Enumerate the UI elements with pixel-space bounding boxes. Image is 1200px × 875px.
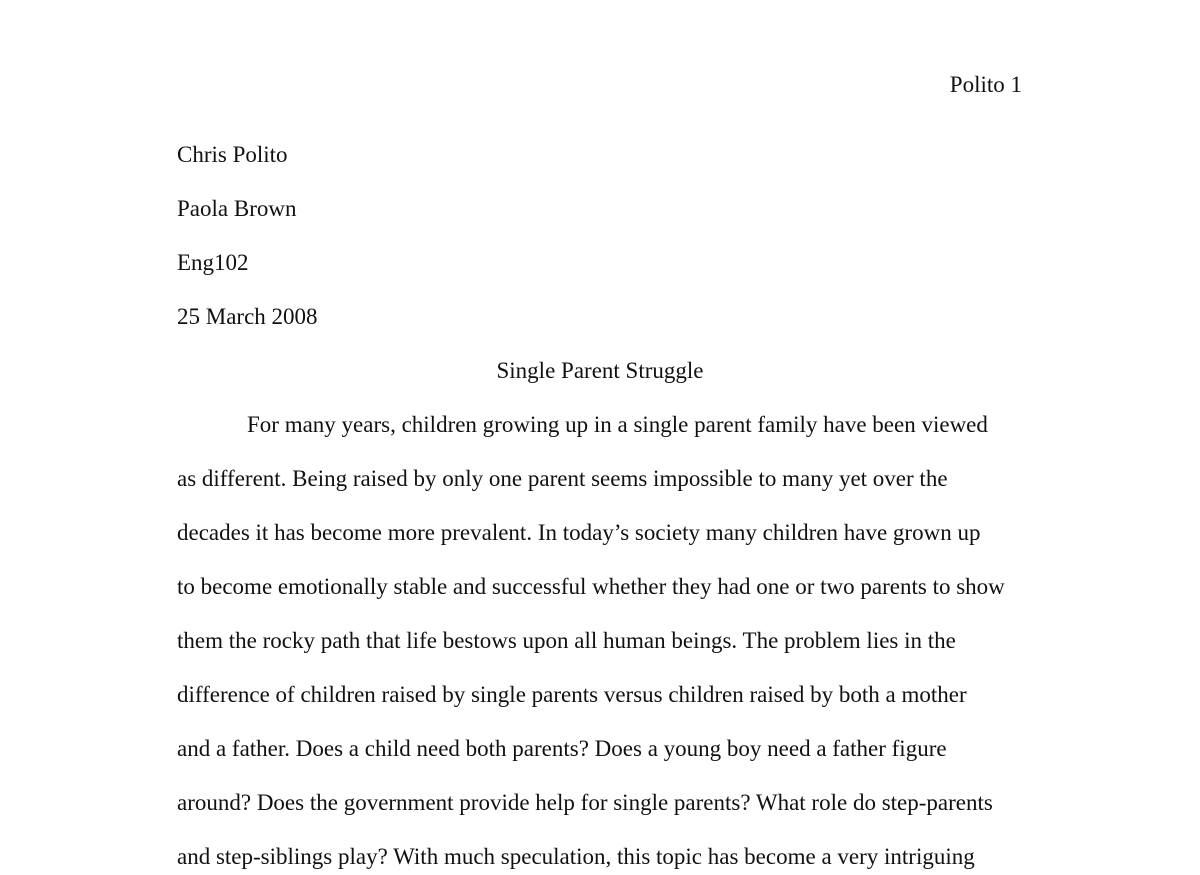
document-date: 25 March 2008	[177, 304, 318, 329]
paragraph-line: difference of children raised by single parents versus children raised by both a mother	[177, 682, 967, 707]
paragraph-line: them the rocky path that life bestows upon all human beings. The problem lies in the	[177, 628, 956, 653]
paragraph-line: and step-siblings play? With much speculation, this topic has become a very intriguing	[177, 844, 975, 869]
author-name: Chris Polito	[177, 142, 288, 167]
running-header-page-number: Polito 1	[949, 72, 1022, 97]
paragraph-line: around? Does the government provide help for single parents? What role do step-parents	[177, 790, 993, 815]
document-title: Single Parent Struggle	[496, 358, 704, 383]
paragraph-line: as different. Being raised by only one parent seems impossible to many yet over the	[177, 466, 948, 491]
instructor-name: Paola Brown	[177, 196, 297, 221]
paragraph-line: and a father. Does a child need both parents? Does a young boy need a father figure	[177, 736, 947, 761]
paragraph-line: decades it has become more prevalent. In today’s society many children have grown up	[177, 520, 981, 545]
paragraph-line: to become emotionally stable and successful whether they had one or two parents to show	[177, 574, 1005, 599]
paragraph-line: For many years, children growing up in a single parent family have been viewed	[247, 412, 988, 437]
course-name: Eng102	[177, 250, 249, 275]
